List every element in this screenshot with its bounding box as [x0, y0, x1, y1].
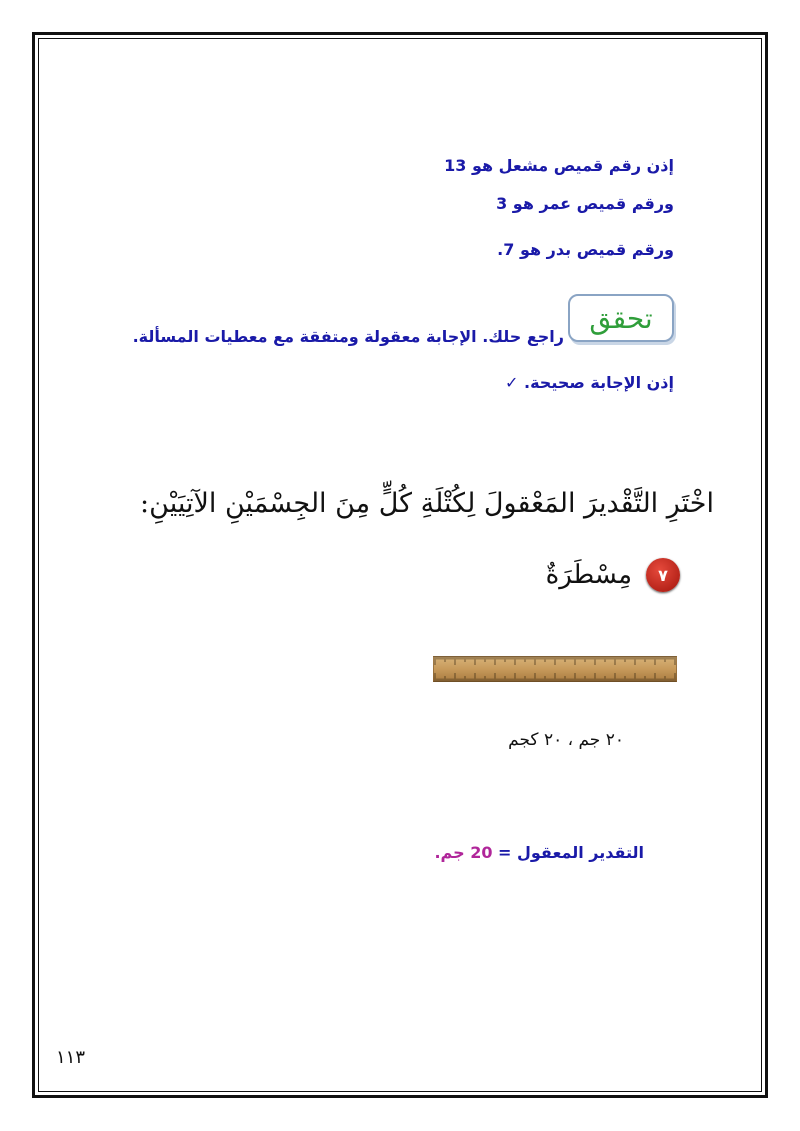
- verify-text: راجع حلك. الإجابة معقولة ومتفقة مع معطيات المسألة.: [132, 327, 564, 346]
- exercise-item: [546, 558, 680, 592]
- answer-line: [434, 843, 644, 862]
- solution-line-1: إذن رقم قميص مشعل هو 13: [444, 156, 674, 175]
- ruler-image: [433, 656, 677, 682]
- answer-label: التقدير المعقول =: [498, 843, 644, 862]
- item-label: مِسْطَرَةٌ: [545, 560, 632, 590]
- item-number-badge: ٧: [646, 558, 680, 592]
- solution-line-2: ورقم قميص عمر هو 3: [496, 194, 674, 213]
- verify-badge: تحقق: [568, 294, 674, 342]
- solution-line-3: ورقم قميص بدر هو 7.: [497, 240, 674, 259]
- mass-options: ٢٠ جم ، ٢٠ كجم: [508, 730, 624, 750]
- answer-value: 20 جم.: [434, 843, 493, 862]
- exercise-heading: اخْتَرِ التَّقْديرَ المَعْقولَ لِكُتْلَةِ كُلٍّ مِنَ الجِسْمَيْنِ الآتِيَيْنِ:: [140, 488, 714, 519]
- verify-conclusion: إذن الإجابة صحيحة. ✓: [505, 373, 674, 392]
- verify-row: [133, 292, 674, 348]
- page-number: ١١٣: [56, 1047, 86, 1068]
